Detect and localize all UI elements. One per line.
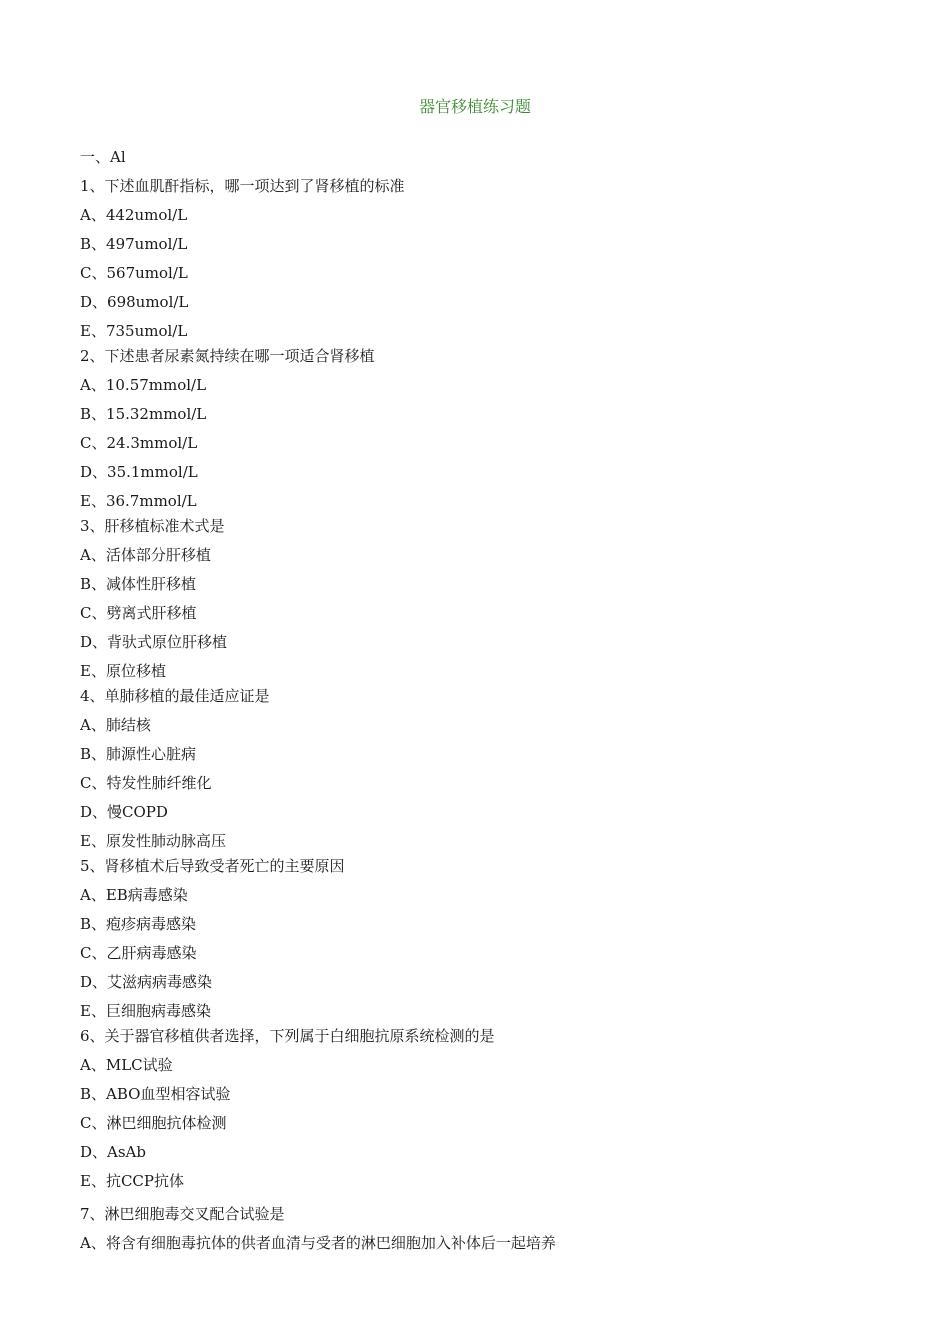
section-heading: 一、Al [80, 148, 126, 166]
option-b: B、497umol/L [80, 235, 188, 253]
option-d: D、背驮式原位肝移植 [80, 633, 228, 651]
option-c: C、特发性肺纤维化 [80, 774, 212, 792]
option-e: E、36.7mmol/L [80, 492, 197, 510]
question-4 [80, 685, 880, 855]
question-7 [80, 1203, 880, 1261]
option-b: B、肺源性心脏病 [80, 745, 197, 763]
option-d: D、艾滋病病毒感染 [80, 973, 213, 991]
question-stem: 1、下述血肌酐指标，哪一项达到了肾移植的标准 [80, 177, 405, 195]
question-stem: 6、关于器官移植供者选择，下列属于白细胞抗原系统检测的是 [80, 1027, 495, 1045]
question-5 [80, 855, 880, 1025]
option-d: D、35.1mmol/L [80, 463, 198, 481]
question-stem: 3、肝移植标准术式是 [80, 517, 225, 535]
option-a: A、10.57mmol/L [80, 376, 207, 394]
question-stem: 5、肾移植术后导致受者死亡的主要原因 [80, 857, 345, 875]
question-stem: 7、淋巴细胞毒交叉配合试验是 [80, 1205, 285, 1223]
option-a: A、EB病毒感染 [80, 886, 188, 904]
option-e: E、735umol/L [80, 322, 188, 340]
option-e: E、巨细胞病毒感染 [80, 1002, 211, 1020]
question-6 [80, 1025, 880, 1199]
question-3 [80, 515, 880, 685]
option-c: C、24.3mmol/L [80, 434, 198, 452]
option-a: A、442umol/L [80, 206, 188, 224]
option-a: A、将含有细胞毒抗体的供者血清与受者的淋巴细胞加入补体后一起培养 [80, 1234, 556, 1252]
option-e: E、原位移植 [80, 662, 166, 680]
option-b: B、减体性肝移植 [80, 575, 197, 593]
option-c: C、乙肝病毒感染 [80, 944, 197, 962]
question-stem: 4、单肺移植的最佳适应证是 [80, 687, 270, 705]
option-b: B、15.32mmol/L [80, 405, 207, 423]
question-list [80, 146, 880, 1261]
option-c: C、淋巴细胞抗体检测 [80, 1114, 227, 1132]
question-2 [80, 345, 880, 515]
option-b: B、疱疹病毒感染 [80, 915, 197, 933]
option-e: E、抗CCP抗体 [80, 1172, 184, 1190]
question-stem: 2、下述患者尿素氮持续在哪一项适合肾移植 [80, 347, 375, 365]
option-a: A、MLC试验 [80, 1056, 173, 1074]
option-c: C、劈离式肝移植 [80, 604, 197, 622]
option-a: A、肺结核 [80, 716, 151, 734]
option-b: B、ABO血型相容试验 [80, 1085, 231, 1103]
option-c: C、567umol/L [80, 264, 188, 282]
option-d: D、698umol/L [80, 293, 189, 311]
option-a: A、活体部分肝移植 [80, 546, 211, 564]
option-d: D、慢COPD [80, 803, 168, 821]
option-d: D、AsAb [80, 1143, 146, 1161]
question-1 [80, 175, 880, 345]
option-e: E、原发性肺动脉高压 [80, 832, 226, 850]
page-title: 器官移植练习题 [418, 97, 531, 116]
